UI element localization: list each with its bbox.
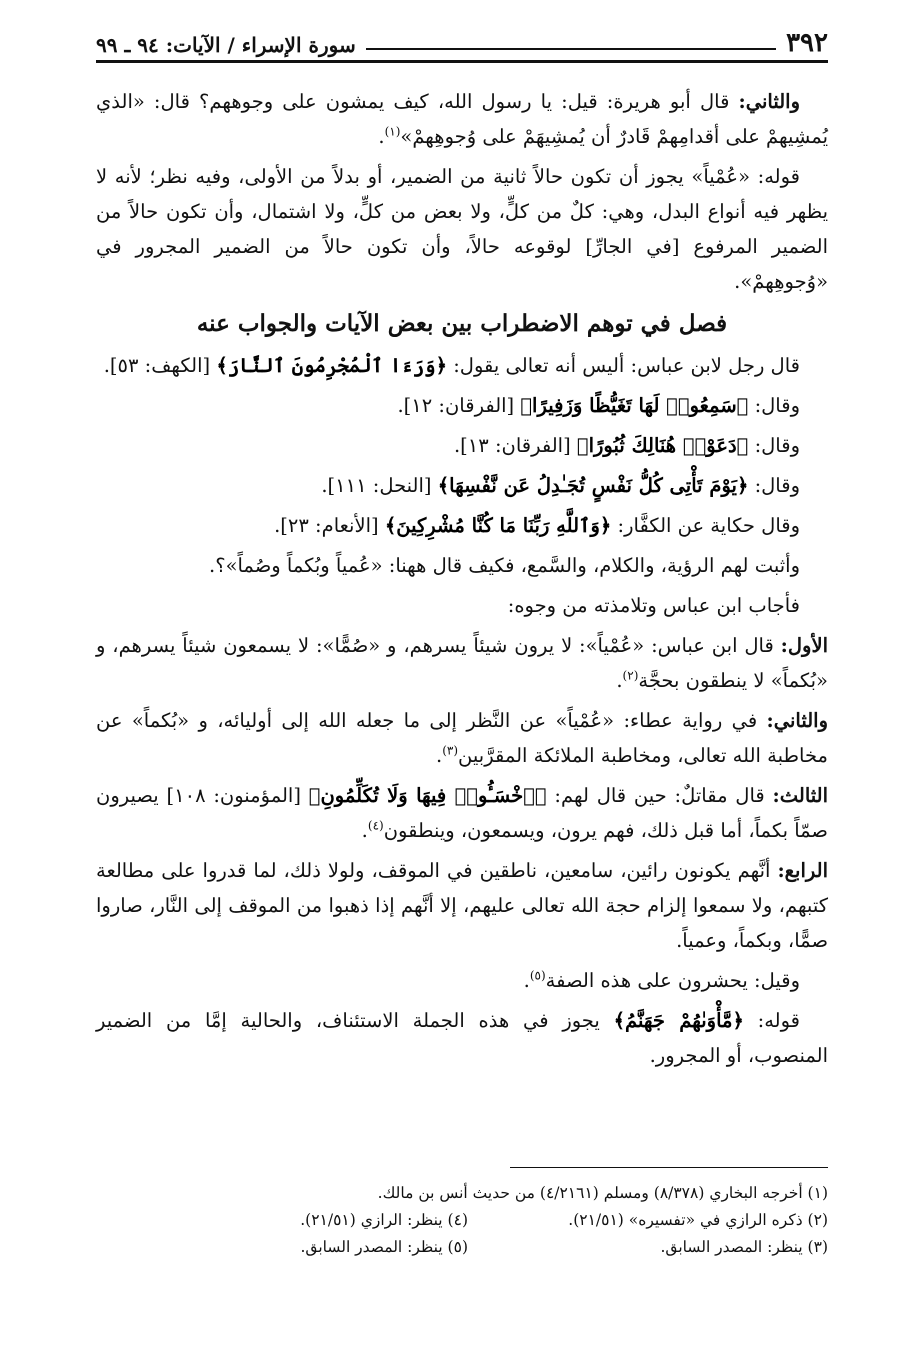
quote-line-3 <box>96 428 828 463</box>
quote-line-1 <box>96 348 828 383</box>
footnote-row <box>96 1234 828 1261</box>
verse-reference: [الكهف: ٥٣]. <box>103 354 217 377</box>
main-text <box>96 84 828 1078</box>
punctuation: . <box>378 125 385 148</box>
answer-label: والثاني: <box>766 709 828 732</box>
footnote-2: (٢) ذكره الرازي في «تفسيره» (٢١/٥١). <box>568 1211 828 1229</box>
paragraph-mawahum <box>96 1003 828 1073</box>
punctuation: . <box>361 819 368 842</box>
paragraph-answer-intro: فأجاب ابن عباس وتلامذته من وجوه: <box>507 594 800 617</box>
footnote-ref: (٥) <box>529 968 546 983</box>
quran-verse: ﴿وَرَءَا ٱلْمُجْرِمُونَ ٱلنَّارَ﴾ <box>216 354 448 377</box>
paragraph-another-view <box>96 963 828 998</box>
footnote-ref: (٢) <box>622 668 639 683</box>
header-dash-line <box>366 48 776 50</box>
quran-verse: ﴿مَّأْوَىٰهُمْ جَهَنَّمُ﴾ <box>613 1009 744 1032</box>
footnote-ref: (٤) <box>367 818 384 833</box>
footnote-ref: (١) <box>384 124 401 139</box>
footnote-row <box>96 1207 828 1234</box>
punctuation: . <box>436 744 443 767</box>
paragraph-text: يجوز في هذه الجملة الاستئناف، والحالية إمَّا من الضمير المنصوب، أو المجرور. <box>96 1009 828 1067</box>
answer-text: قال ابن عباس: «عُمْياً»: لا يرون شيئاً يسرهم، و «صُمًّا»: لا يسمعون شيئاً يسرهم، و «بُكماً» لا ينطقون بحجَّة <box>96 634 828 692</box>
footnote-5: (٥) ينظر: المصدر السابق. <box>300 1238 468 1256</box>
verse-reference: [الأنعام: ٢٣]. <box>274 514 385 537</box>
verse-reference: [الفرقان: ١٣]. <box>453 434 577 457</box>
paragraph-text: وقيل: يحشرون على هذه الصفة <box>545 969 800 992</box>
quote-intro: وقال: <box>748 394 800 417</box>
running-head: سورة الإسراء / الآيات: ٩٤ ـ ٩٩ <box>96 33 356 57</box>
quran-verse: ﴿وَٱللَّهِ رَبِّنَا مَا كُنَّا مُشْرِكِينَ﴾ <box>384 514 612 537</box>
answer-label: الثالث: <box>772 784 829 807</box>
paragraph-question: وأثبت لهم الرؤية، والكلام، والسَّمع، فكيف قال ههنا: «عُمياً وبُكماً وصُماً»؟. <box>209 554 800 577</box>
answer-text: في رواية عطاء: «عُمْياً» عن النَّظر إلى ما جعله الله إلى أوليائه، و «بُكماً» عن مخاطبة الله تعالى، ومخاطبة الملائكة المقرَّبين <box>96 709 828 767</box>
verse-reference: [الفرقان: ١٢]. <box>397 394 521 417</box>
quran-verse: ﴿دَعَوْا۟ هُنَالِكَ ثُبُورًا﴾ <box>576 434 749 457</box>
footnotes <box>96 1180 828 1261</box>
quote-line-5 <box>96 508 828 543</box>
answer-text: أنَّهم يكونون رائين، سامعين، ناطقين في الموقف، ولولا ذلك، لما قدروا على مطالعة كتبهم، ولا سمعوا إلزام حجة الله تعالى عليهم، إلا أنَّهم إذا ذهبوا من الموقف إلى النَّار، صاروا صمًّا، وبكماً، وعمياً. <box>96 859 828 952</box>
footnote-1: (١) أخرجه البخاري (٨/٣٧٨) ومسلم (٤/٢١٦١) من حديث أنس بن مالك. <box>377 1184 828 1202</box>
answer-label: الأول: <box>780 634 828 657</box>
quran-verse: ﴿ٱخْسَـُٔوا۟ فِيهَا وَلَا تُكَلِّمُونِ﴾ <box>308 784 547 807</box>
answer-first <box>96 628 828 698</box>
paragraph-intro: قوله: <box>743 1009 800 1032</box>
quran-verse: ﴿يَوْمَ تَأْتِى كُلُّ نَفْسٍ تُجَـٰدِلُ عَن نَّفْسِهَا﴾ <box>437 474 749 497</box>
quote-line-2 <box>96 388 828 423</box>
quote-intro: وقال: <box>748 474 800 497</box>
paragraph-label: والثاني: <box>738 90 800 113</box>
quran-verse: ﴿سَمِعُوا۟ لَهَا تَغَيُّظًا وَزَفِيرًا﴾ <box>520 394 749 417</box>
page-number: ٣٩٢ <box>786 28 828 58</box>
footnote-ref: (٣) <box>442 743 459 758</box>
quote-intro: قال رجل لابن عباس: أليس أنه تعالى يقول: <box>447 354 800 377</box>
punctuation: . <box>523 969 530 992</box>
footnote-3: (٣) ينظر: المصدر السابق. <box>660 1238 828 1256</box>
quote-line-4 <box>96 468 828 503</box>
quote-intro: وقال حكاية عن الكفَّار: <box>611 514 800 537</box>
answer-second <box>96 703 828 773</box>
section-heading: فصل في توهم الاضطراب بين بعض الآيات والجواب عنه <box>196 310 728 337</box>
answer-label: الرابع: <box>777 859 828 882</box>
verse-reference: [النحل: ١١١]. <box>321 474 438 497</box>
answer-fourth <box>96 853 828 958</box>
footnote-separator <box>510 1167 828 1168</box>
footnote-4: (٤) ينظر: الرازي (٢١/٥١). <box>300 1211 468 1229</box>
paragraph-umyan: قوله: «عُمْياً» يجوز أن تكون حالاً ثانية من الضمير، أو بدلاً من الأولى، وفيه نظر؛ لأنه لا يظهر فيه أنواع البدل، وهي: كلٌ من كلٍّ، ولا بعض من كلٍّ، ولا اشتمال، وأن تكون حالاً من الضمير المرفوع [في الجارِّ] لوقوعه حالاً، وأن تكون حالاً من الضمير المجرور في «وُجوهِهمْ». <box>96 165 828 293</box>
punctuation: . <box>616 669 623 692</box>
header-rule <box>96 60 828 63</box>
answer-text: قال مقاتلٌ: حين قال لهم: <box>546 784 773 807</box>
answer-third <box>96 778 828 848</box>
answer-text: [المؤمنون: ١٠٨] يصيرون صمّاً بكماً، أما قبل ذلك، فهم يرون، ويسمعون، وينطقون <box>96 784 828 842</box>
quote-intro: وقال: <box>748 434 800 457</box>
page-header <box>96 24 828 58</box>
paragraph-text: قال أبو هريرة: قيل: يا رسول الله، كيف يمشون على وجوههم؟ قال: «الذي يُمشِيهمْ على أقدامِهمْ قَادرٌ أن يُمشِيهَمْ على وُجوهِهمْ» <box>96 90 828 148</box>
paragraph-second-view <box>96 84 828 154</box>
